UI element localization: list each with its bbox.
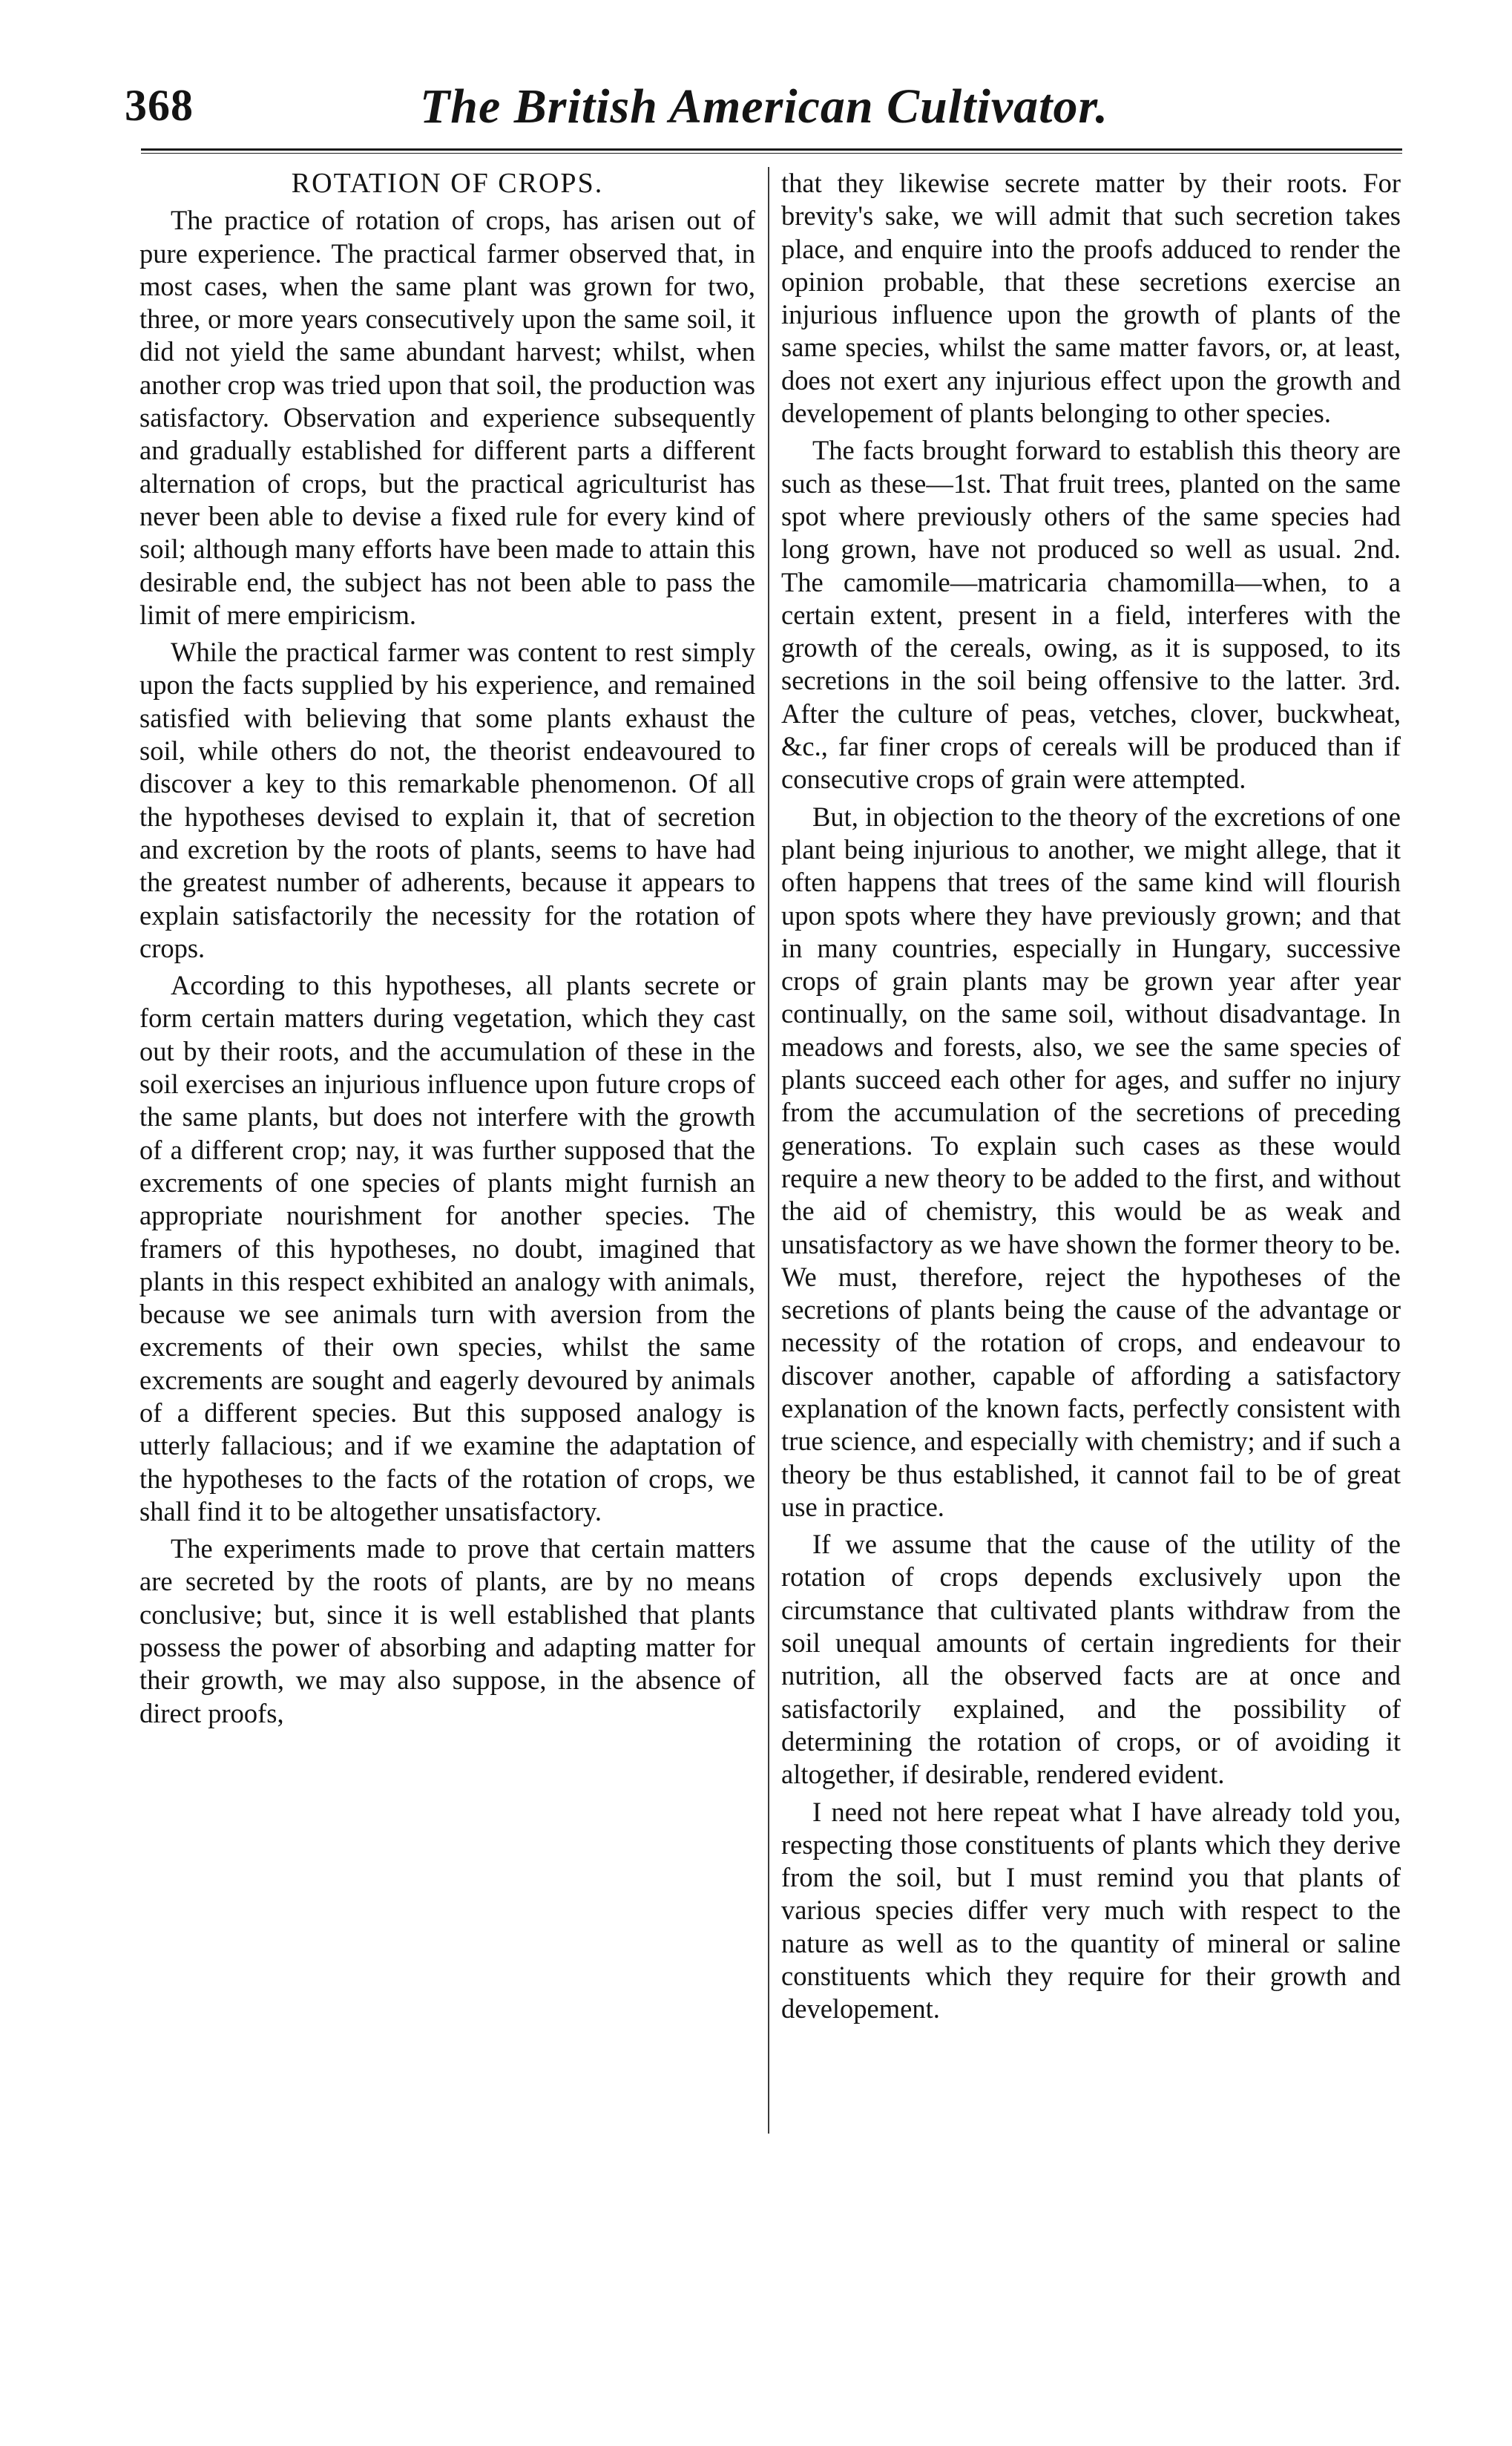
left-column bbox=[139, 167, 755, 1730]
paragraph: I need not here repeat what I have already told you, respecting those constituents of plants which they derive from the soil, but I must remind you that plants of various species differ very much with respect to the nature as well as to the quantity of mineral or saline constituents which they require for their growth and developement. bbox=[781, 1796, 1401, 2024]
paragraph: The practice of rotation of crops, has arisen out of pure experience. The practical farmer observed that, in most cases, when the same plant was grown for two, three, or more years consecutively upon the same soil, it did not yield the same abundant harvest; whilst, when another crop was tried upon that soil, the production was satisfactory. Observation and experience subsequently and gradually established for different parts a different alternation of crops, but the practical agriculturist has never been able to devise a fixed rule for every kind of soil; although many efforts have been made to attain this desirable end, the subject has not been able to pass the limit of mere empiricism. bbox=[139, 205, 755, 630]
journal-title: The British American Cultivator. bbox=[419, 79, 1109, 134]
paragraph: But, in objection to the theory of the excretions of one plant being injurious to another, we might allege, that it often happens that trees of the same kind will flourish upon spots where they have previously grown; and that in many countries, especially in Hungary, successive crops of grain plants may be grown year after year continually, on the same soil, without disadvantage. In meadows and forests, also, we see the same species of plants succeed each other for ages, and suffer no injury from the accumulation of the secretions of preceding generations. To explain such cases as these would require a new theory to be added to the first, and without the aid of chemistry, this would be as weak and unsatisfactory as we have shown the former theory to be. We must, therefore, reject the hypotheses of the secretions of plants being the cause of the advantage or necessity of the rotation of crops, and endeavour to discover another, capable of affording a satisfactory explanation of the known facts, perfectly consistent with true science, and especially with chemistry; and if such a theory be thus established, it cannot fail to be of great use in practice. bbox=[781, 801, 1401, 1522]
paragraph: If we assume that the cause of the utility of the rotation of crops depends exclusively upon the circumstance that cultivated plants withdraw from the soil unequal amounts of certain ingredients for their nutrition, all the observed facts are at once and satisfactorily explained, and the possibility of determining the rotation of crops, or of avoiding it altogether, if desirable, rendered evident. bbox=[781, 1529, 1401, 1790]
article-body bbox=[139, 167, 1402, 2390]
column-divider bbox=[768, 167, 769, 2134]
paragraph: that they likewise secrete matter by their roots. For brevity's sake, we will admit that such secretion takes place, and enquire into the proofs adduced to render the opinion probable, that these secretions exercise an injurious influence upon the growth of plants of the same species, whilst the same matter favors, or, at least, does not exert any injurious effect upon the growth and developement of plants belonging to other species. bbox=[781, 168, 1401, 429]
article-title: ROTATION OF CROPS. bbox=[291, 168, 604, 199]
page-header bbox=[111, 74, 1417, 145]
paragraph: The experiments made to prove that certain matters are secreted by the roots of plants, are by no means conclusive; but, since it is well established that plants possess the power of absorbing and adapting matter for their growth, we may also suppose, in the absence of direct proofs, bbox=[139, 1533, 755, 1728]
page bbox=[111, 74, 1417, 2390]
paragraph: The facts brought forward to establish this theory are such as these—1st. That fruit trees, planted on the same spot where previously others of the same species had long grown, have not produced so well as usual. 2nd. The camomile—matricaria chamomilla—when, to a certain extent, present in a field, interferes with the growth of the cereals, owing, as it is supposed, to its secretions in the soil being offensive to the latter. 3rd. After the culture of peas, vetches, clover, buckwheat, &c., far finer crops of cereals will be produced than if consecutive crops of grain were attempted. bbox=[781, 435, 1401, 795]
page-number: 368 bbox=[125, 81, 194, 130]
header-rule bbox=[141, 148, 1402, 154]
paragraph: While the practical farmer was content to rest simply upon the facts supplied by his experience, and remained satisfied with believing that some plants exhaust the soil, while others do not, the theorist endeavoured to discover a key to this remarkable phenomenon. Of all the hypotheses devised to explain it, that of secretion and excretion by the roots of plants, seems to have had the greatest number of adherents, because it appears to explain satisfactorily the necessity for the rotation of crops. bbox=[139, 637, 755, 963]
right-column bbox=[781, 167, 1401, 2026]
paragraph: According to this hypotheses, all plants secrete or form certain matters during vegetation, which they cast out by their roots, and the accumulation of these in the soil exercises an injurious influence upon future crops of the same plants, but does not interfere with the growth of a different crop; nay, it was further supposed that the excrements of one species of plants might furnish an appropriate nourishment for another species. The framers of this hypotheses, no doubt, imagined that plants in this respect exhibited an analogy with animals, because we see animals turn with aversion from the excrements of their own species, whilst the same excrements are sought and eagerly devoured by animals of a different species. But this supposed analogy is utterly fallacious; and if we examine the adaptation of the hypotheses to the facts of the rotation of crops, we shall find it to be altogether unsatisfactory. bbox=[139, 970, 755, 1527]
